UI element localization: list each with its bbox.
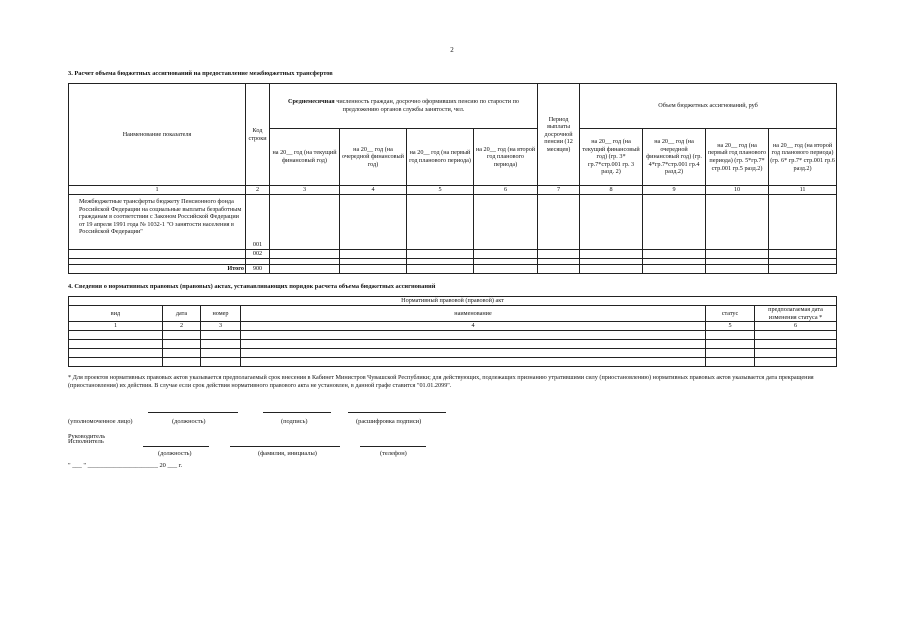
position-caption: (должность) (172, 418, 206, 425)
table-cell[interactable] (270, 250, 340, 259)
col-header-status: статус (706, 306, 755, 322)
total-label: Итого (69, 264, 246, 273)
head-position-line[interactable] (148, 412, 238, 413)
col-number: 3 (270, 186, 340, 195)
table-cell[interactable] (340, 264, 407, 273)
table-cell[interactable] (755, 357, 837, 366)
head-label: Руководитель (68, 433, 106, 440)
col-number: 4 (241, 322, 706, 331)
table-cell[interactable] (407, 264, 474, 273)
table-cell[interactable] (407, 195, 474, 250)
table-cell[interactable] (769, 264, 837, 273)
appropriations-table (68, 83, 837, 274)
col-number: 2 (246, 186, 270, 195)
row-code: 900 (246, 264, 270, 273)
table-cell[interactable] (755, 339, 837, 348)
col-number: 7 (538, 186, 580, 195)
table-cell[interactable] (69, 330, 163, 339)
header-avg-rest: численность граждан, досрочно оформивших пенсию по старости по предложению органов службы занятости, чел. (334, 98, 520, 113)
col-header-status-change-date: предполагаемая дата изменения статуса * (755, 306, 837, 322)
footnote: * Для проектов нормативных правовых актов указывается предполагаемый срок внесения в Кабинет Министров Чувашской Республики; для действующих, подлежащих признанию утратившими силу (приостановлению) нормативных правовых актов указывается дата прекращения (приостановления) их действия. В случае если срок действия нормативного правового акта не установлен, в данной графе ставится "01.01.2099". (68, 374, 814, 389)
decoding-caption: (расшифровка подписи) (356, 418, 422, 425)
table-cell[interactable] (163, 330, 201, 339)
section4-title: 4. Сведения о нормативных правовых (правовых) актах, устанавливающих порядок расчета объема бюджетных ассигнований (68, 283, 436, 290)
table-cell[interactable] (201, 348, 241, 357)
col-number: 8 (580, 186, 643, 195)
table-cell[interactable] (69, 339, 163, 348)
table-cell[interactable] (340, 195, 407, 250)
table-cell[interactable] (201, 339, 241, 348)
col-header-type: вид (69, 306, 163, 322)
header-code: Код строки (246, 84, 270, 186)
table-cell[interactable] (706, 339, 755, 348)
col-number: 3 (201, 322, 241, 331)
head-decoding-line[interactable] (348, 412, 446, 413)
header-avg-count (270, 84, 538, 129)
table-cell[interactable] (580, 195, 643, 250)
section3-title: 3. Расчет объема бюджетных ассигнований на предоставление межбюджетных трансфертов (68, 70, 333, 77)
col-number: 6 (474, 186, 538, 195)
col-number: 1 (69, 322, 163, 331)
table-cell[interactable] (643, 264, 706, 273)
table-cell[interactable] (769, 250, 837, 259)
executor-phone-line[interactable] (360, 446, 426, 447)
table-cell[interactable] (755, 348, 837, 357)
table-cell[interactable] (643, 195, 706, 250)
table-cell[interactable] (407, 250, 474, 259)
col-number: 9 (643, 186, 706, 195)
executor-phone-caption: (телефон) (380, 450, 407, 457)
signature-caption: (подпись) (281, 418, 308, 425)
table-cell[interactable] (163, 339, 201, 348)
table-cell[interactable] (201, 330, 241, 339)
table-cell[interactable] (538, 250, 580, 259)
table-cell[interactable] (755, 330, 837, 339)
table-cell[interactable] (706, 264, 769, 273)
executor-position-caption: (должность) (158, 450, 192, 457)
table-cell[interactable] (69, 250, 246, 259)
executor-name-line[interactable] (230, 446, 340, 447)
table-cell[interactable] (706, 357, 755, 366)
table-cell[interactable] (241, 348, 706, 357)
header-volume-4: на 20__ год (на второй год планового периода) (гр. 6* гр.7* стр.001 гр.6 разд.2) (769, 129, 837, 186)
table-cell[interactable] (474, 195, 538, 250)
table-cell[interactable] (69, 357, 163, 366)
executor-name-caption: (фамилия, инициалы) (258, 450, 317, 457)
head-sub-label: (уполномоченное лицо) (68, 418, 133, 425)
legal-acts-table (68, 296, 837, 367)
table-cell[interactable] (474, 250, 538, 259)
table-cell[interactable] (270, 195, 340, 250)
table-cell[interactable] (538, 264, 580, 273)
table-cell[interactable] (241, 330, 706, 339)
table-cell[interactable] (241, 357, 706, 366)
table-cell[interactable] (201, 357, 241, 366)
col-number: 6 (755, 322, 837, 331)
table-cell[interactable] (340, 250, 407, 259)
table-cell[interactable] (163, 357, 201, 366)
header-avg-bold: Среднемесячная (288, 98, 335, 106)
col-number: 11 (769, 186, 837, 195)
table-cell[interactable] (163, 348, 201, 357)
col-number: 4 (340, 186, 407, 195)
table-cell[interactable] (706, 250, 769, 259)
row-code: 001 (246, 195, 270, 250)
col-number: 1 (69, 186, 246, 195)
header-indicator: Наименование показателя (69, 84, 246, 186)
table-cell[interactable] (270, 264, 340, 273)
table-cell[interactable] (706, 330, 755, 339)
header-volume-1: на 20__ год (на текущий финансовый год) (гр. 3* гр.7*стр.001 гр. 3 разд. 2) (580, 129, 643, 186)
table-cell[interactable] (580, 264, 643, 273)
row-transfers-label: Межбюджетные трансферты бюджету Пенсионного фонда Российской Федерации на социальные выплаты безработным гражданам в соответствии с Законом Российской Федерации от 19 апреля 1991 года № 1032-1 "О занятости населения в Российской Федерации" (69, 195, 246, 250)
table-cell[interactable] (769, 195, 837, 250)
header-period: Период выплаты досрочной пенсии (12 месяцев) (538, 84, 580, 186)
legal-act-group-header: Нормативный правовой (правовой) акт (69, 297, 837, 306)
table-cell[interactable] (643, 250, 706, 259)
table-cell[interactable] (706, 195, 769, 250)
table-cell[interactable] (241, 339, 706, 348)
header-volume-2: на 20__ год (на очередной финансовый год) (гр. 4*гр.7*стр.001 гр.4 разд.2) (643, 129, 706, 186)
executor-label: Исполнитель (68, 438, 104, 445)
header-volume-3: на 20__ год (на первый год планового периода) (гр. 5*гр.7* стр.001 гр.5 разд.2) (706, 129, 769, 186)
table-cell[interactable] (706, 348, 755, 357)
col-header-name: наименование (241, 306, 706, 322)
col-number: 5 (706, 322, 755, 331)
table-cell[interactable] (474, 264, 538, 273)
header-year-1: на 20__ год (на текущий финансовый год) (270, 129, 340, 186)
col-number: 10 (706, 186, 769, 195)
row-code: 002 (246, 250, 270, 259)
page-number: 2 (450, 46, 454, 54)
col-number: 2 (163, 322, 201, 331)
date-line[interactable]: " ___ " ______________________ 20 ___ г. (68, 462, 183, 469)
col-header-date: дата (163, 306, 201, 322)
col-header-number: номер (201, 306, 241, 322)
executor-position-line[interactable] (143, 446, 209, 447)
header-year-4: на 20__ год (на второй год планового периода) (474, 129, 538, 186)
header-year-3: на 20__ год (на первый год планового периода) (407, 129, 474, 186)
header-year-2: на 20__ год (на очередной финансовый год) (340, 129, 407, 186)
table-cell[interactable] (69, 348, 163, 357)
head-signature-line[interactable] (263, 412, 331, 413)
table-cell[interactable] (538, 195, 580, 250)
table-cell[interactable] (580, 250, 643, 259)
header-volume: Объем бюджетных ассигнований, руб (580, 84, 837, 129)
col-number: 5 (407, 186, 474, 195)
